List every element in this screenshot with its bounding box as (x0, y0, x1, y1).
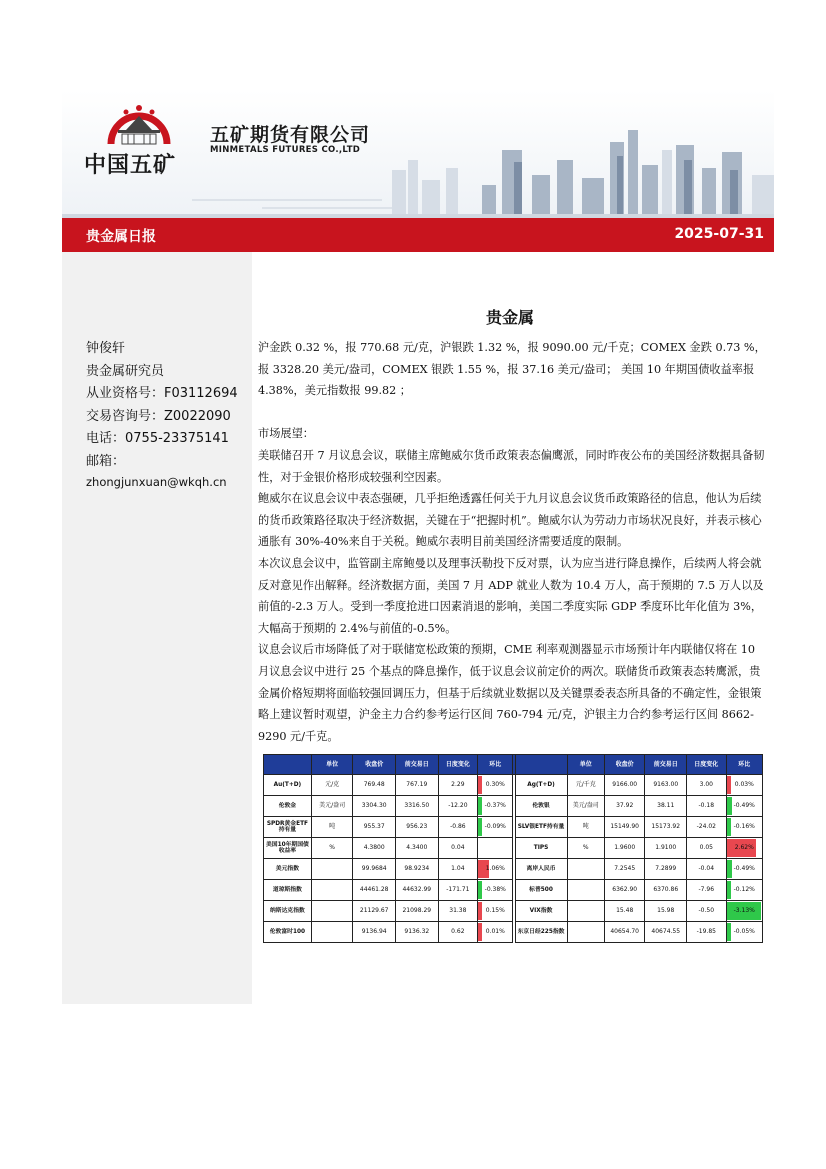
author-qualification: 从业资格号：F03112694 (86, 386, 238, 401)
close-cell: 15.48 (604, 901, 645, 922)
down-bar (727, 923, 731, 941)
paragraph: 本次议息会议中，监管副主席鲍曼以及理事沃勒投下反对票，认为应当进行降息操作，后续两人将会就反对意见作出解释。经济数据方面，美国 7 月 ADP 就业人数为 10.4 万人，高于预期的 7.5 万人以及前值的-2.3 万人。受到一季度抢进口因素消退的影响，美国二季度实际 GDP 季度环比年化值为 3%，大幅高于预期的 2.4%与前值的-0.5%。 (258, 556, 764, 635)
prev-cell: 9136.32 (396, 922, 439, 943)
instrument-name: 离岸人民币 (515, 859, 567, 880)
close-cell: 6362.90 (604, 880, 645, 901)
author-email[interactable]: zhongjunxuan@wkqh.cn (86, 475, 227, 489)
pct-change-value: -0.09% (484, 823, 506, 830)
unit-cell: 元/克 (311, 775, 353, 796)
pct-change-value: -0.37% (484, 802, 506, 809)
instrument-name: SLV银ETF持有量 (515, 817, 567, 838)
author-phone: 电话：0755-23375141 (86, 431, 229, 446)
doc-title: 贵金属 (486, 308, 535, 327)
unit-cell (567, 922, 604, 943)
close-cell: 7.2545 (604, 859, 645, 880)
table-row (264, 880, 763, 901)
chg-cell: 0.04 (438, 838, 478, 859)
instrument-name: 纳斯达克指数 (264, 901, 312, 922)
close-cell: 44461.28 (353, 880, 396, 901)
instrument-name: 东京日经225指数 (515, 922, 567, 943)
header-cell: 日度变化 (687, 755, 727, 775)
paragraph: 议息会议后市场降低了对于联储宽松政策的预期，CME 利率观测器显示市场预计年内联储仅将在 10 月议息会议中进行 25 个基点的降息操作，低于议息会议前定价的两次。联储货币政策表态转鹰派，贵金属价格短期将面临较强回调压力，但基于后续就业数据以及关键票委表态所具备的不确定性，金银策略上建议暂时观望，沪金主力合约参考运行区间 760-794 元/克，沪银主力合约参考运行区间 8662-9290 元/千克。 (258, 643, 762, 743)
pct-change-cell (726, 796, 762, 817)
chg-cell: -0.86 (438, 817, 478, 838)
price-summary: 沪金跌 0.32 %，报 770.68 元/克，沪银跌 1.32 %，报 9090.00 元/千克；COMEX 金跌 0.73 %，报 3328.20 美元/盎司，COMEX 银跌 1.55 %，报 37.16 美元/盎司； 美国 10 年期国债收益率报 4.38%，美元指数报 99.82 ； (258, 341, 766, 398)
down-bar (727, 860, 732, 878)
prev-cell: 3316.50 (396, 796, 439, 817)
table-row (264, 838, 763, 859)
pct-change-cell (478, 880, 513, 901)
unit-cell: 吨 (311, 817, 353, 838)
close-cell: 769.48 (353, 775, 396, 796)
pct-change-cell (726, 901, 762, 922)
header-cell: 前交易日 (645, 755, 687, 775)
unit-cell: % (567, 838, 604, 859)
instrument-name: 美元指数 (264, 859, 312, 880)
instrument-name: SPDR黄金ETF持有量 (264, 817, 312, 838)
up-bar (478, 923, 482, 941)
unit-cell (311, 859, 353, 880)
unit-cell (567, 901, 604, 922)
down-bar (478, 818, 482, 836)
table-row (264, 901, 763, 922)
prev-cell: 6370.86 (645, 880, 687, 901)
down-bar (727, 881, 731, 899)
close-cell: 9166.00 (604, 775, 645, 796)
pct-change-cell (726, 880, 762, 901)
table-row (264, 922, 763, 943)
unit-cell (311, 922, 353, 943)
pct-change-cell (478, 796, 513, 817)
close-cell: 1.9600 (604, 838, 645, 859)
unit-cell (311, 880, 353, 901)
pct-change-value: -0.38% (484, 886, 506, 893)
close-cell: 99.9684 (353, 859, 396, 880)
header-cell: 环比 (726, 755, 762, 775)
table-row (264, 817, 763, 838)
header-cell (515, 755, 567, 775)
table-row (264, 859, 763, 880)
table-row (264, 775, 763, 796)
prev-cell: 21098.29 (396, 901, 439, 922)
unit-cell: 元/千克 (567, 775, 604, 796)
chg-cell: -7.96 (687, 880, 727, 901)
prev-cell: 1.9100 (645, 838, 687, 859)
close-cell: 21129.67 (353, 901, 396, 922)
close-cell: 37.92 (604, 796, 645, 817)
report-title: 贵金属日报 (86, 229, 156, 245)
pct-change-value: -3.13% (733, 907, 755, 914)
unit-cell (567, 880, 604, 901)
pct-change-value: -0.49% (733, 802, 755, 809)
paragraph: 美联储召开 7 月议息会议，联储主席鲍威尔货币政策表态偏鹰派，同时昨夜公布的美国经济数据具备韧性，对于金银价格形成较强利空因素。 (258, 448, 765, 484)
instrument-name: Ag(T+D) (515, 775, 567, 796)
paragraph: 鲍威尔在议息会议中表态强硬，几乎拒绝透露任何关于九月议息会议货币政策路径的信息，他认为后续的货币政策路径取决于经济数据，关键在于“把握时机”。鲍威尔认为劳动力市场状况良好，并表示核心通胀有 30%-40%来自于关税。鲍威尔表明目前美国经济需要适度的限制。 (258, 492, 762, 549)
instrument-name: 道琼斯指数 (264, 880, 312, 901)
pct-change-cell (726, 922, 762, 943)
pct-change-value: 0.03% (734, 781, 754, 788)
prev-cell: 44632.99 (396, 880, 439, 901)
pct-change-value: -0.12% (733, 886, 755, 893)
pct-change-cell (726, 859, 762, 880)
pct-change-cell (726, 838, 762, 859)
table-header-row (264, 755, 763, 775)
pct-change-cell (478, 901, 513, 922)
up-bar (478, 776, 482, 794)
company-name-cn: 五矿期货有限公司 (210, 124, 371, 146)
chg-cell: 1.04 (438, 859, 478, 880)
prev-cell: 7.2899 (645, 859, 687, 880)
instrument-name: 标普500 (515, 880, 567, 901)
chg-cell: -12.20 (438, 796, 478, 817)
close-cell: 955.37 (353, 817, 396, 838)
close-cell: 3304.30 (353, 796, 396, 817)
chg-cell: 0.05 (687, 838, 727, 859)
pct-change-cell (726, 817, 762, 838)
prev-cell: 767.19 (396, 775, 439, 796)
down-bar (727, 818, 731, 836)
instrument-name: 美国10年期国债收益率 (264, 838, 312, 859)
instrument-name: 伦敦富时100 (264, 922, 312, 943)
chg-cell: 31.38 (438, 901, 478, 922)
header-cell: 日度变化 (438, 755, 478, 775)
pct-change-value: 0.01% (485, 928, 505, 935)
pct-change-cell (478, 922, 513, 943)
author-name: 钟俊轩 (86, 341, 126, 356)
prev-cell: 15.98 (645, 901, 687, 922)
pct-change-cell (726, 775, 762, 796)
pct-change-value: 0.30% (485, 781, 505, 788)
pct-change-cell (478, 775, 513, 796)
chg-cell: 2.29 (438, 775, 478, 796)
close-cell: 9136.94 (353, 922, 396, 943)
unit-cell: 美元/盎司 (567, 796, 604, 817)
prev-cell: 15173.92 (645, 817, 687, 838)
market-data-table (263, 754, 763, 943)
brand-name-cn: 中国五矿 (84, 153, 177, 178)
pct-change-value: -0.49% (733, 865, 755, 872)
close-cell: 40654.70 (604, 922, 645, 943)
pct-change-value: 1.06% (485, 865, 505, 872)
chg-cell: -171.71 (438, 880, 478, 901)
down-bar (478, 881, 482, 899)
pct-change-value: 0.15% (485, 907, 505, 914)
prev-cell: 4.3400 (396, 838, 439, 859)
header-cell: 前交易日 (396, 755, 439, 775)
up-bar (727, 776, 731, 794)
header-cell: 环比 (478, 755, 513, 775)
table-body (264, 775, 763, 943)
outlook-heading: 市场展望： (258, 427, 314, 441)
chg-cell: -19.85 (687, 922, 727, 943)
chg-cell: -0.04 (687, 859, 727, 880)
company-name-en: MINMETALS FUTURES CO.,LTD (210, 145, 361, 155)
pct-change-value: -0.16% (733, 823, 755, 830)
instrument-name: TIPS (515, 838, 567, 859)
prev-cell: 98.9234 (396, 859, 439, 880)
instrument-name: Au(T+D) (264, 775, 312, 796)
chg-cell: 3.00 (687, 775, 727, 796)
instrument-name: 伦敦银 (515, 796, 567, 817)
unit-cell: 美元/盎司 (311, 796, 353, 817)
chg-cell: -24.02 (687, 817, 727, 838)
pct-change-cell (478, 859, 513, 880)
prev-cell: 9163.00 (645, 775, 687, 796)
pct-change-value: 2.62% (734, 844, 754, 851)
unit-cell: 吨 (567, 817, 604, 838)
instrument-name: VIX指数 (515, 901, 567, 922)
close-cell: 4.3800 (353, 838, 396, 859)
header-cell: 单位 (311, 755, 353, 775)
up-bar (478, 902, 482, 920)
report-body (258, 337, 768, 747)
author-info (86, 338, 238, 494)
author-email-label: 邮箱： (86, 453, 126, 469)
report-date: 2025-07-31 (674, 226, 764, 242)
down-bar (478, 797, 482, 815)
author-role: 贵金属研究员 (86, 363, 165, 379)
header-cell: 收盘价 (353, 755, 396, 775)
pct-change-value: -0.05% (733, 928, 755, 935)
prev-cell: 956.23 (396, 817, 439, 838)
unit-cell (567, 859, 604, 880)
header-cell: 单位 (567, 755, 604, 775)
chg-cell: -0.50 (687, 901, 727, 922)
chg-cell: -0.18 (687, 796, 727, 817)
minmetals-logo-icon (104, 100, 174, 148)
table-row (264, 796, 763, 817)
header-cell (264, 755, 312, 775)
close-cell: 15149.90 (604, 817, 645, 838)
chg-cell: 0.62 (438, 922, 478, 943)
prev-cell: 40674.55 (645, 922, 687, 943)
prev-cell: 38.11 (645, 796, 687, 817)
instrument-name: 伦敦金 (264, 796, 312, 817)
pct-change-cell (478, 838, 513, 859)
pct-change-cell (478, 817, 513, 838)
unit-cell: % (311, 838, 353, 859)
down-bar (727, 797, 732, 815)
author-consult-number: 交易咨询号：Z0022090 (86, 408, 231, 424)
unit-cell (311, 901, 353, 922)
header-cell: 收盘价 (604, 755, 645, 775)
title-bar (62, 218, 774, 252)
